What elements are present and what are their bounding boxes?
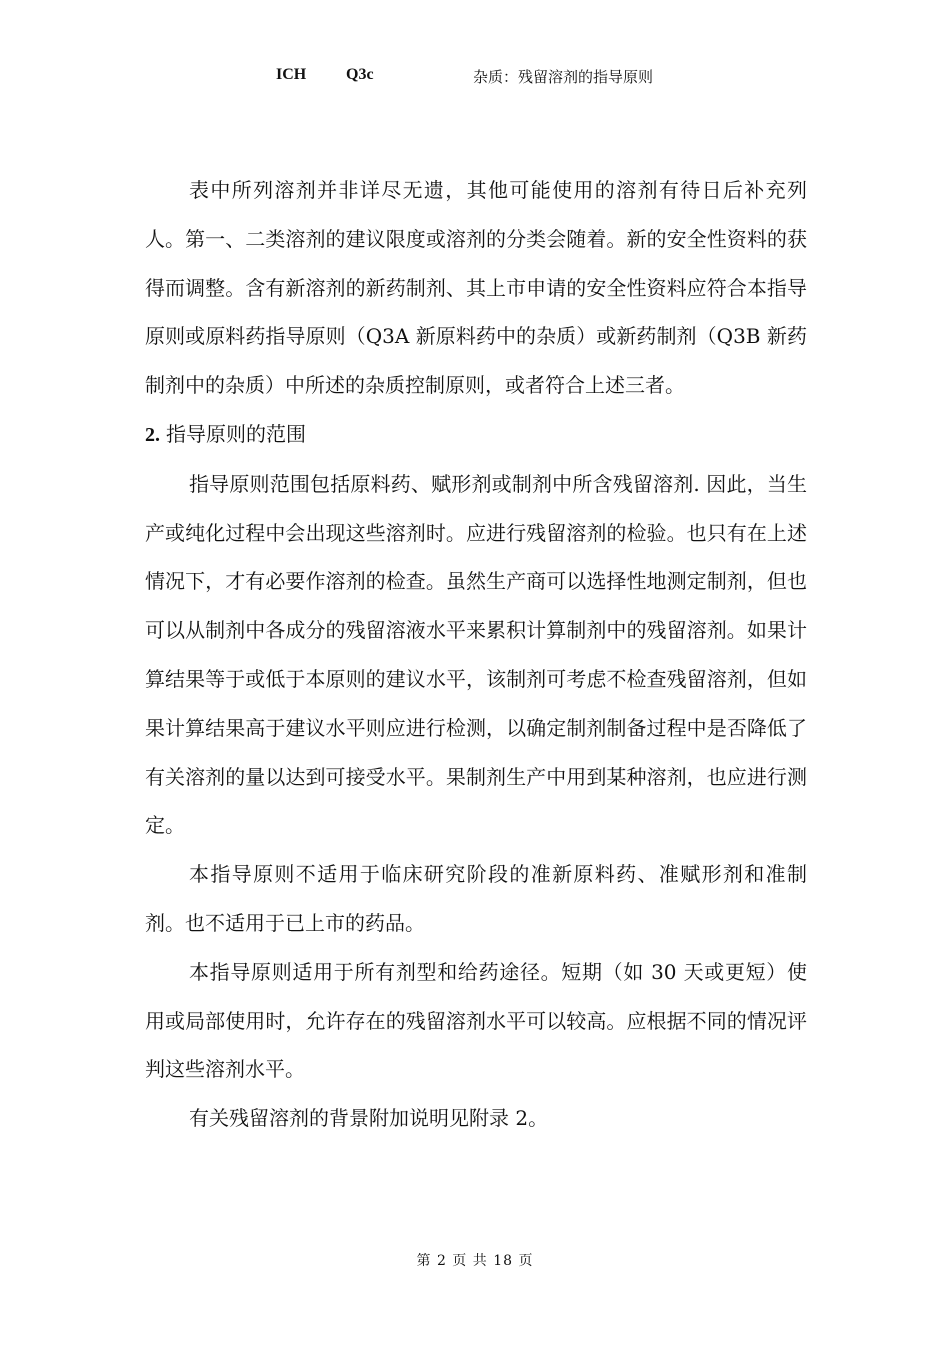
page-header xyxy=(0,66,950,90)
header-doc-code: ICH xyxy=(276,66,307,83)
paragraph-scope-4: 有关残留溶剂的背景附加说明见附录 2。 xyxy=(189,1106,549,1131)
paragraph-scope-3: 本指导原则适用于所有剂型和给药途径。短期（如 30 天或更短）使用或局部使用时，允许存在的残留溶剂水平可以较高。应根据不同的情况评判这些溶剂水平。 xyxy=(145,959,807,1082)
paragraph-intro: 表中所列溶剂并非详尽无遗，其他可能使用的溶剂有待日后补充列人。第一、二类溶剂的建议限度或溶剂的分类会随着。新的安全性资料的获得而调整。含有新溶剂的新药制剂、其上市申请的安全性资料应符合本指导原则或原料药指导原则（Q3A 新原料药中的杂质）或新药制剂（Q3B 新药制剂中的杂质）中所述的杂质控制原则，或者符合上述三者。 xyxy=(145,178,807,398)
section-number: 2. xyxy=(145,423,160,446)
page-footer xyxy=(0,1250,950,1270)
section-heading xyxy=(145,410,807,460)
paragraph-scope-1: 指导原则范围包括原料药、赋形剂或制剂中所含残留溶剂. 因此，当生产或纯化过程中会出现这些溶剂时。应进行残留溶剂的检验。也只有在上述情况下，才有必要作溶剂的检查。虽然生产商可以选择性地测定制剂，但也可以从制剂中各成分的残留溶液水平来累积计算制剂中的残留溶剂。如果计算结果等于或低于本原则的建议水平，该制剂可考虑不检查残留溶剂，但如果计算结果高于建议水平则应进行检测，以确定制剂制备过程中是否降低了有关溶剂的量以达到可接受水平。果制剂生产中用到某种溶剂，也应进行测定。 xyxy=(145,471,807,838)
header-doc-version: Q3c xyxy=(346,66,374,83)
page-number: 第 2 页 共 18 页 xyxy=(416,1253,534,1269)
document-body xyxy=(145,166,807,1143)
header-doc-title: 杂质：残留溶剂的指导原则 xyxy=(473,68,654,86)
section-title: 指导原则的范围 xyxy=(166,421,306,446)
paragraph-scope-2: 本指导原则不适用于临床研究阶段的准新原料药、准赋形剂和准制剂。也不适用于已上市的药品。 xyxy=(145,862,807,935)
